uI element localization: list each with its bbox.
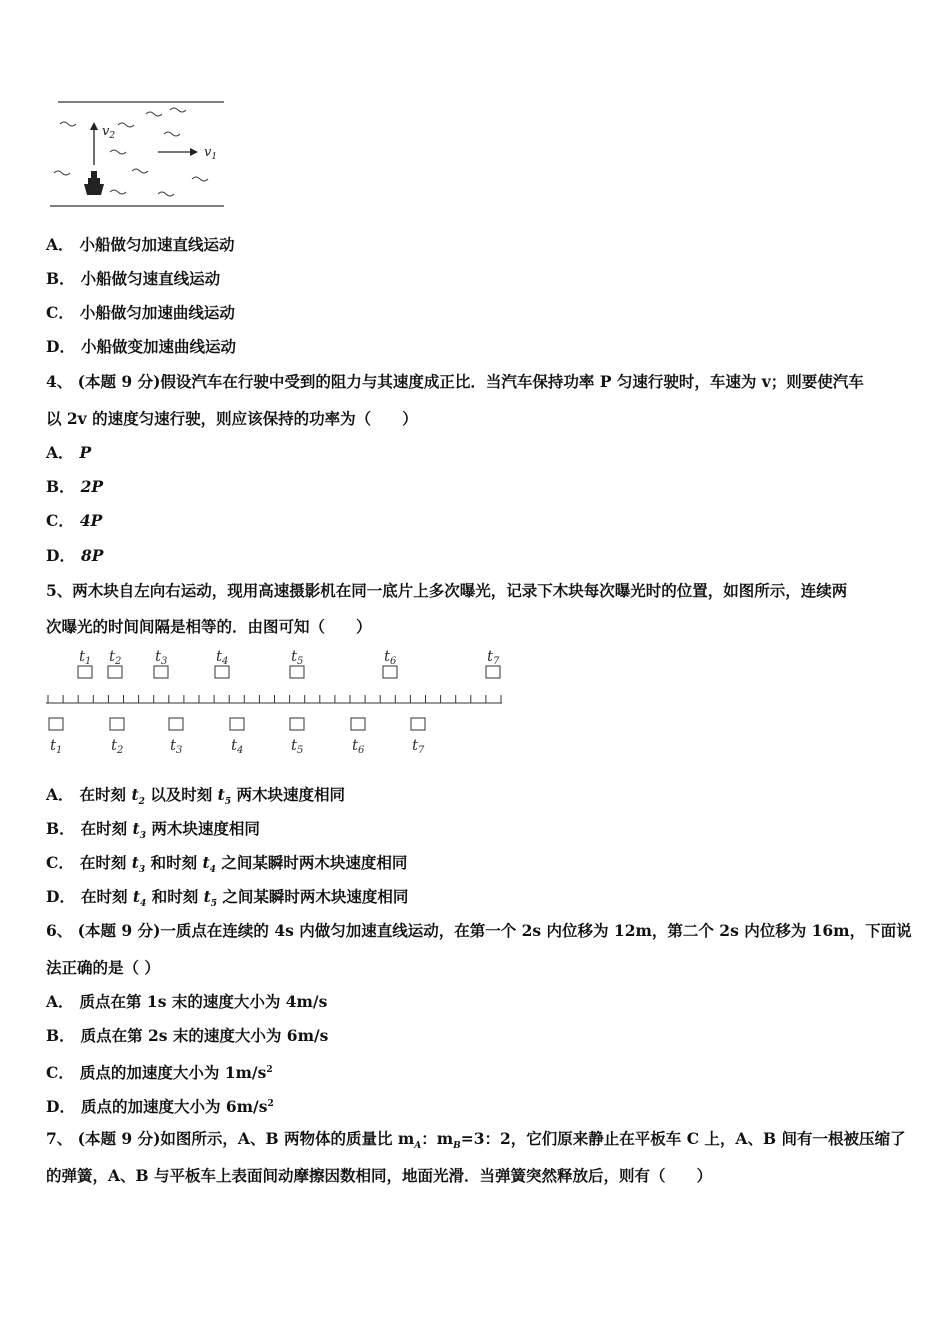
q4-stem-line1: 4、 (本题 9 分)假设汽车在行驶中受到的阻力与其速度成正比．当汽车保持功率 P 匀速行驶时，车速为 v；则要使汽车 <box>46 372 864 391</box>
top-block <box>108 666 122 678</box>
q4-option-b: B． 2P <box>46 477 104 496</box>
bottom-block <box>411 718 425 730</box>
q6-option-a: A． 质点在第 1s 末的速度大小为 4m/s <box>46 992 328 1011</box>
bottom-block <box>110 718 124 730</box>
q6-stem-line2: 法正确的是（ ） <box>46 958 160 977</box>
top-time-label: $t_2$ <box>109 647 122 667</box>
q5-stem-line1: 5、两木块自左向右运动，现用高速摄影机在同一底片上多次曝光，记录下木块每次曝光时的位置，如图所示，连续两 <box>46 581 848 600</box>
q3-option-a: A． 小船做匀加速直线运动 <box>46 235 235 254</box>
q3-option-b: B． 小船做匀速直线运动 <box>46 269 221 288</box>
top-block <box>78 666 92 678</box>
bottom-time-label: $t_7$ <box>412 736 425 756</box>
bottom-time-label: $t_2$ <box>111 736 124 756</box>
top-time-label: $t_6$ <box>384 647 397 667</box>
q4-stem-line2: 以 2v 的速度匀速行驶，则应该保持的功率为（ ） <box>46 409 418 428</box>
bottom-time-label: $t_3$ <box>170 736 183 756</box>
q7-stem-line1: 7、 (本题 9 分)如图所示，A、B 两物体的质量比 $m_A$：$m_B=3$：2，它们原来静止在平板车 C 上，A、B 间有一根被压缩了 <box>46 1129 906 1152</box>
top-block <box>383 666 397 678</box>
q4-option-d: D． 8P <box>46 546 104 565</box>
q6-stem-line1: 6、 (本题 9 分)一质点在连续的 4s 内做匀加速直线运动，在第一个 2s 内位移为 12m，第二个 2s 内位移为 16m，下面说 <box>46 921 912 940</box>
q7-stem-line2: 的弹簧，A、B 与平板车上表面间动摩擦因数相同，地面光滑．当弹簧突然释放后，则有（ ） <box>46 1166 713 1185</box>
bottom-time-label: $t_6$ <box>352 736 365 756</box>
top-block <box>290 666 304 678</box>
q5-option-a: A． 在时刻 $t_2$ 以及时刻 $t_5$ 两木块速度相同 <box>46 785 346 808</box>
q6-option-d: D． 质点的加速度大小为 $6m/s^2$ <box>46 1097 274 1117</box>
q5-blocks-figure <box>40 646 510 758</box>
river-boat-figure <box>46 95 236 215</box>
top-time-label: $t_3$ <box>155 647 168 667</box>
q6-option-c: C． 质点的加速度大小为 $1m/s^2$ <box>46 1063 273 1083</box>
bottom-block <box>169 718 183 730</box>
q5-option-c: C． 在时刻 $t_3$ 和时刻 $t_4$ 之间某瞬时两木块速度相同 <box>46 853 408 876</box>
boat-icon <box>84 171 104 195</box>
bottom-time-label: $t_4$ <box>231 736 244 756</box>
q3-option-c: C． 小船做匀加速曲线运动 <box>46 303 235 322</box>
top-time-label: $t_4$ <box>216 647 229 667</box>
q5-stem-line2: 次曝光的时间间隔是相等的．由图可知（ ） <box>46 617 372 636</box>
bottom-time-label: $t_1$ <box>50 736 63 756</box>
bottom-block <box>290 718 304 730</box>
q5-option-d: D． 在时刻 $t_4$ 和时刻 $t_5$ 之间某瞬时两木块速度相同 <box>46 887 409 910</box>
bottom-block <box>351 718 365 730</box>
svg-text:v1: $v_1$ <box>204 145 218 162</box>
q3-option-d: D． 小船做变加速曲线运动 <box>46 337 236 356</box>
bottom-block <box>49 718 63 730</box>
bottom-block <box>230 718 244 730</box>
q4-option-a: A． P <box>46 443 92 462</box>
q6-option-b: B． 质点在第 2s 末的速度大小为 6m/s <box>46 1026 329 1045</box>
top-block <box>154 666 168 678</box>
top-time-label: $t_5$ <box>291 647 304 667</box>
bottom-time-label: $t_5$ <box>291 736 304 756</box>
top-time-label: $t_1$ <box>79 647 92 667</box>
top-time-label: $t_7$ <box>487 647 500 667</box>
top-block <box>486 666 500 678</box>
q4-option-c: C． 4P <box>46 511 103 530</box>
q5-option-b: B． 在时刻 $t_3$ 两木块速度相同 <box>46 819 260 842</box>
svg-text:v2: $v_2$ <box>102 124 116 141</box>
top-block <box>215 666 229 678</box>
